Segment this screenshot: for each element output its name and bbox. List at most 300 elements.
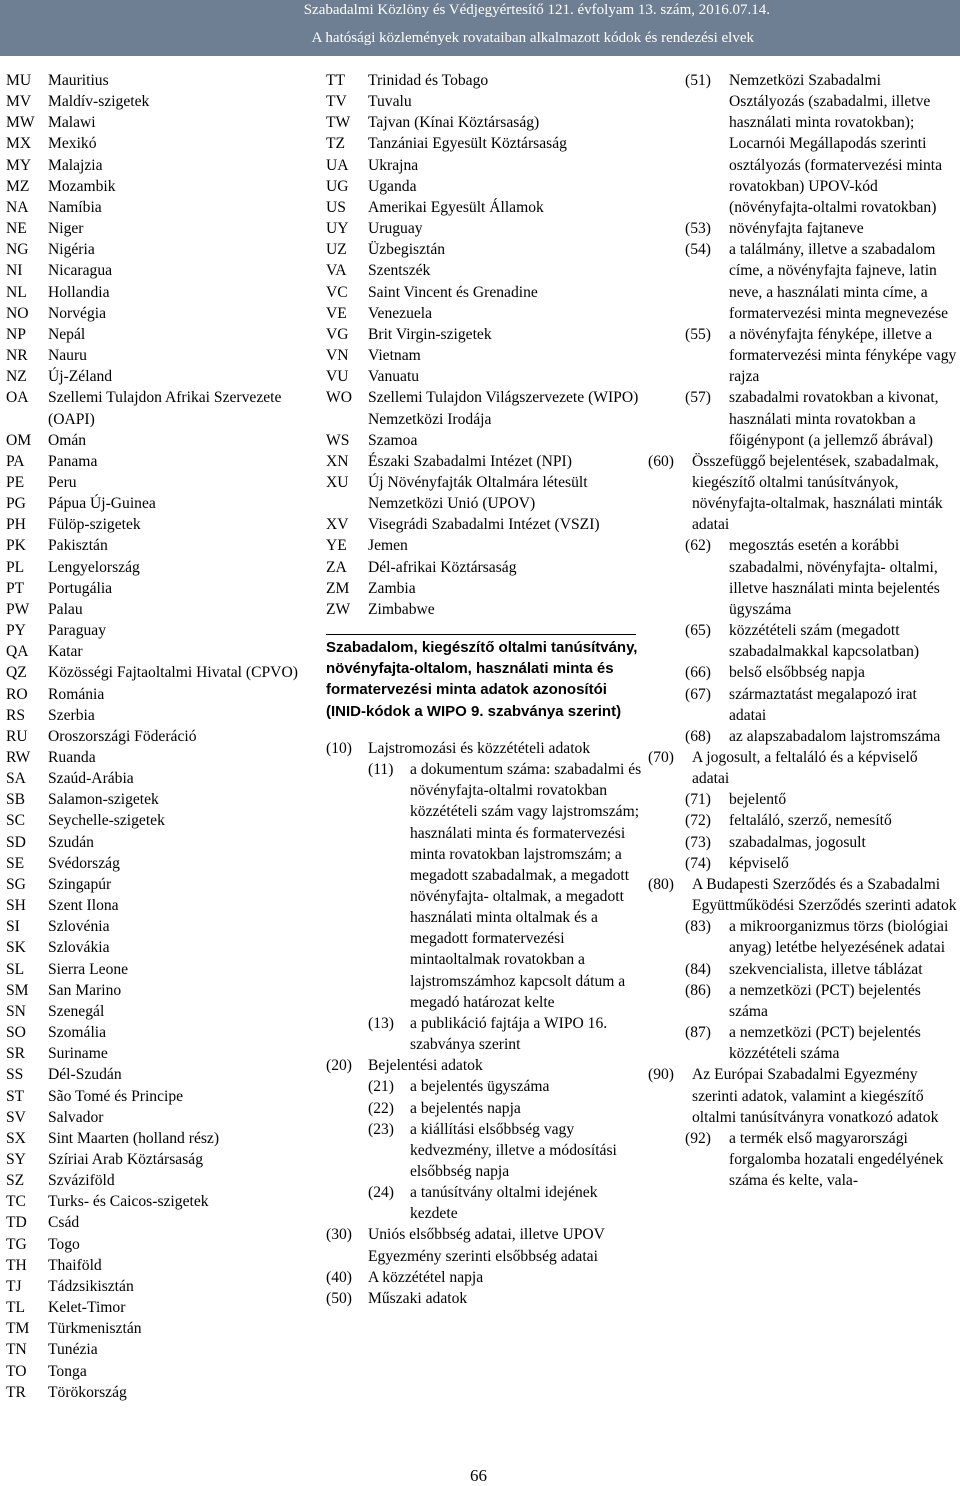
inid-code: (83)	[685, 918, 711, 936]
country-row	[326, 535, 646, 556]
country-code: WO	[326, 389, 352, 407]
country-row	[6, 1043, 306, 1064]
country-name: Kelet-Timor	[48, 1299, 126, 1317]
inid-description: szabadalmi rovatokban a kivonat, használati minta rovatokban a főigénypont (a jellemző ábrával)	[729, 389, 939, 449]
country-row	[326, 387, 646, 429]
inid-heading: Szabadalom, kiegészítő oltalmi tanúsítvány, növényfajta-oltalom, használati minta és formatervezési minta adatok azonosítói (INID-kódok a WIPO 9. szabványa szerint)	[326, 639, 638, 720]
country-name: Pápua Új-Guinea	[48, 495, 156, 513]
inid-code: (20)	[326, 1057, 352, 1075]
country-row	[6, 810, 306, 831]
country-row	[326, 70, 646, 91]
inid-description: Összefüggő bejelentések, szabadalmak, kiegészítő oltalmi tanúsítványok, növényfajta-oltalmak, használati minták adatai	[692, 452, 943, 534]
country-row	[6, 684, 306, 705]
country-code: NP	[6, 325, 26, 343]
country-name: Mexikó	[48, 135, 97, 153]
inid-code: (70)	[648, 749, 674, 766]
inid-description: Uniós elsőbbség adatai, illetve UPOV Egyezmény szerinti elsőbbség adatai	[368, 1226, 605, 1265]
country-name: Szomália	[48, 1024, 107, 1042]
country-name: Nauru	[48, 347, 87, 365]
country-row	[326, 133, 646, 154]
country-code: RW	[6, 749, 31, 766]
country-code: XU	[326, 473, 349, 491]
section-divider	[326, 634, 636, 635]
country-row	[6, 705, 306, 726]
country-code: NL	[6, 283, 27, 301]
inid-description: származtatást megalapozó irat adatai	[729, 685, 917, 724]
country-name: Malajzia	[48, 156, 103, 174]
country-row	[6, 1297, 306, 1318]
country-code: PK	[6, 537, 26, 555]
country-code: SV	[6, 1108, 26, 1126]
country-row	[6, 1064, 306, 1085]
inid-code: (72)	[685, 812, 711, 830]
inid-description: a találmány, illetve a szabadalom címe, a növényfajta fajneve, latin neve, a használati minta címe, a formatervezési minta megnevezése	[729, 241, 949, 322]
inid-code: (54)	[685, 241, 711, 259]
country-row	[326, 366, 646, 387]
country-row	[6, 239, 306, 260]
country-name: Szlovénia	[48, 918, 110, 936]
country-code: VN	[326, 347, 349, 365]
inid-entry	[648, 387, 958, 450]
country-code: TR	[6, 1383, 26, 1401]
country-name: Tunézia	[48, 1341, 98, 1359]
section-title: A hatósági közlemények rovataiban alkalmazott kódok és rendezési elvek	[311, 30, 754, 46]
country-code: NI	[6, 262, 23, 280]
inid-code: (66)	[685, 664, 711, 682]
country-name: Visegrádi Szabadalmi Intézet (VSZI)	[368, 516, 600, 534]
country-row	[6, 1234, 306, 1255]
country-row	[326, 557, 646, 578]
country-codes-column-2	[326, 70, 646, 1309]
country-name: Tanzániai Egyesült Köztársaság	[368, 135, 567, 153]
country-name: Turks- és Caicos-szigetek	[48, 1193, 209, 1211]
country-code: MX	[6, 135, 32, 153]
country-code: TH	[6, 1256, 27, 1274]
page-header	[0, 0, 960, 56]
country-row	[6, 260, 306, 281]
country-name: Csád	[48, 1214, 80, 1232]
inid-code: (71)	[685, 791, 711, 809]
country-code: UZ	[326, 241, 347, 259]
country-name: Lengyelország	[48, 558, 140, 576]
inid-code: (30)	[326, 1226, 352, 1244]
country-row	[326, 282, 646, 303]
country-row	[6, 303, 306, 324]
country-row	[326, 430, 646, 451]
country-name: Ruanda	[48, 749, 96, 766]
inid-entry	[648, 874, 958, 916]
inid-entry	[326, 1267, 646, 1288]
inid-description: képviselő	[729, 854, 789, 872]
country-name: Közösségi Fajtaoltalmi Hivatal (CPVO)	[48, 664, 298, 682]
inid-description: a publikáció fajtája a WIPO 16. szabványa szerint	[410, 1014, 608, 1054]
country-row	[326, 578, 646, 599]
inid-description: belső elsőbbség napja	[729, 664, 865, 682]
inid-entry	[648, 239, 958, 324]
country-code: SZ	[6, 1172, 25, 1190]
inid-description: szabadalmas, jogosult	[729, 833, 866, 851]
country-row	[6, 916, 306, 937]
country-name: Türkmenisztán	[48, 1320, 142, 1338]
country-row	[326, 155, 646, 176]
country-row	[6, 768, 306, 789]
inid-description: közzétételi szám (megadott szabadalmakkal kapcsolatban)	[729, 622, 920, 661]
country-name: Új-Zéland	[48, 368, 113, 386]
country-code: SS	[6, 1066, 24, 1084]
inid-code: (10)	[326, 739, 352, 757]
country-row	[326, 303, 646, 324]
inid-entry	[648, 959, 958, 980]
inid-list-1	[326, 738, 646, 1309]
country-code: MU	[6, 72, 32, 89]
page-number: 66	[470, 1466, 487, 1485]
country-row	[6, 874, 306, 895]
inid-entry	[326, 1288, 646, 1309]
country-code: SH	[6, 897, 26, 915]
country-row	[326, 112, 646, 133]
inid-description: feltaláló, szerző, nemesítő	[729, 812, 892, 830]
country-code: SY	[6, 1150, 26, 1168]
country-name: Salvador	[48, 1108, 104, 1126]
inid-entry	[326, 1182, 646, 1224]
country-name: Szellemi Tulajdon Világszervezete (WIPO) Nemzetközi Irodája	[368, 389, 639, 428]
inid-description: a bejelentés napja	[410, 1099, 521, 1117]
country-code: SN	[6, 1002, 26, 1020]
country-row	[326, 197, 646, 218]
country-row	[6, 980, 306, 1001]
country-name: San Marino	[48, 981, 122, 999]
inid-description: a tanúsítvány oltalmi idejének kezdete	[410, 1184, 598, 1223]
country-row	[6, 853, 306, 874]
country-code: XV	[326, 516, 349, 534]
country-name: Új Növényfajták Oltalmára létesült Nemzetközi Unió (UPOV)	[368, 473, 588, 513]
country-name: Szíriai Arab Köztársaság	[48, 1150, 204, 1168]
country-code: NO	[6, 304, 29, 322]
country-name: Katar	[48, 643, 83, 661]
country-name: Üzbegisztán	[368, 241, 446, 259]
country-code: QZ	[6, 664, 27, 682]
country-code: TO	[6, 1362, 27, 1380]
country-name: Portugália	[48, 579, 113, 597]
country-code: MV	[6, 93, 32, 111]
country-code: SM	[6, 981, 29, 999]
country-code: VC	[326, 283, 348, 301]
country-code: SK	[6, 939, 26, 957]
country-row	[6, 345, 306, 366]
inid-description: Lajstromozási és közzétételi adatok	[368, 739, 591, 757]
country-name: Brit Virgin-szigetek	[368, 325, 492, 343]
country-row	[6, 662, 306, 683]
country-row	[6, 641, 306, 662]
inid-entry	[648, 747, 958, 789]
country-row	[6, 832, 306, 853]
inid-description: szekvencialista, illetve táblázat	[729, 960, 923, 978]
inid-column-3	[648, 70, 958, 1191]
country-row	[6, 155, 306, 176]
inid-code: (73)	[685, 833, 711, 851]
inid-description: az alapszabadalom lajstromszáma	[729, 727, 941, 745]
inid-code: (86)	[685, 981, 711, 999]
country-name: Togo	[48, 1235, 80, 1253]
country-code: SA	[6, 770, 26, 788]
inid-entry	[648, 451, 958, 536]
country-name: Svédország	[48, 854, 120, 872]
inid-code: (80)	[648, 875, 674, 893]
country-code: TZ	[326, 135, 346, 153]
inid-code: (62)	[685, 537, 711, 555]
country-name: Zimbabwe	[368, 600, 435, 618]
country-code: UG	[326, 177, 349, 195]
country-code: SO	[6, 1024, 26, 1042]
country-row	[6, 1149, 306, 1170]
country-row	[6, 726, 306, 747]
country-row	[6, 620, 306, 641]
inid-description: A Budapesti Szerződés és a Szabadalmi Együttműködési Szerződés szerinti adatok	[692, 875, 957, 915]
country-row	[6, 430, 306, 451]
country-code: VG	[326, 325, 349, 343]
inid-entry	[326, 1013, 646, 1055]
country-name: Szentszék	[368, 262, 431, 280]
country-code: VA	[326, 262, 347, 280]
country-code: PY	[6, 622, 26, 640]
inid-entry	[648, 916, 958, 958]
country-name: Szudán	[48, 833, 94, 851]
country-row	[6, 324, 306, 345]
country-name: Omán	[48, 431, 87, 449]
country-code: PE	[6, 473, 25, 491]
inid-entry	[648, 1022, 958, 1064]
country-row	[6, 578, 306, 599]
country-row	[6, 789, 306, 810]
inid-description: Nemzetközi Szabadalmi Osztályozás (szabadalmi, illetve használati minta rovatokban); Locarnói Megállapodás szerinti osztályozás (formatervezési minta rovatokban) UPOV-kód (növényfajta-oltalmi rovatokban)	[729, 72, 943, 216]
inid-code: (51)	[685, 72, 711, 89]
country-name: Saint Vincent és Grenadine	[368, 283, 538, 301]
country-code: OA	[6, 389, 29, 407]
country-code: NZ	[6, 368, 27, 386]
country-code: TM	[6, 1320, 30, 1338]
country-code: MW	[6, 114, 35, 132]
country-code: WS	[326, 431, 350, 449]
country-name: Tonga	[48, 1362, 87, 1380]
country-row	[6, 514, 306, 535]
inid-description: A jogosult, a feltaláló és a képviselő adatai	[692, 749, 918, 788]
country-code: SB	[6, 791, 26, 809]
country-name: Seychelle-szigetek	[48, 812, 165, 830]
country-row	[326, 451, 646, 472]
country-name: Szamoa	[368, 431, 418, 449]
inid-code: (55)	[685, 325, 711, 343]
inid-description: bejelentő	[729, 791, 787, 809]
inid-description: megosztás esetén a korábbi szabadalmi, növényfajta- oltalmi, illetve használati minta bejelentés ügyszáma	[729, 537, 940, 618]
country-name: Pakisztán	[48, 537, 108, 555]
country-name: Salamon-szigetek	[48, 791, 159, 809]
inid-entry	[648, 853, 958, 874]
country-row	[6, 112, 306, 133]
country-row	[6, 535, 306, 556]
country-row	[326, 260, 646, 281]
country-name: Szlovákia	[48, 939, 110, 957]
inid-code: (22)	[368, 1099, 394, 1117]
country-row	[6, 959, 306, 980]
country-name: Nicaragua	[48, 262, 113, 280]
country-name: Paraguay	[48, 622, 107, 640]
country-code: SI	[6, 918, 20, 936]
country-row	[6, 1001, 306, 1022]
inid-entry	[648, 980, 958, 1022]
country-name: Szenegál	[48, 1002, 105, 1020]
country-row	[6, 1022, 306, 1043]
country-code: XN	[326, 452, 349, 470]
country-row	[6, 1086, 306, 1107]
inid-code: (40)	[326, 1268, 352, 1286]
country-code: TJ	[6, 1277, 22, 1295]
inid-code: (87)	[685, 1024, 711, 1042]
country-row	[326, 514, 646, 535]
country-name: Amerikai Egyesült Államok	[368, 198, 544, 216]
country-row	[6, 451, 306, 472]
country-name: Sierra Leone	[48, 960, 129, 978]
country-code: ZW	[326, 600, 351, 618]
country-row	[6, 1170, 306, 1191]
inid-description: a kiállítási elsőbbség vagy kedvezmény, illetve a módosítási elsőbbség napja	[410, 1120, 617, 1180]
inid-entry	[648, 662, 958, 683]
country-code: VE	[326, 304, 347, 322]
country-row	[326, 324, 646, 345]
country-name: Északi Szabadalmi Intézet (NPI)	[368, 452, 572, 470]
inid-code: (68)	[685, 727, 711, 745]
country-name: Tuvalu	[368, 93, 412, 111]
country-row	[326, 599, 646, 620]
country-code: NR	[6, 347, 28, 365]
country-name: Oroszországi Föderáció	[48, 727, 197, 745]
country-code: SE	[6, 854, 25, 872]
inid-entry	[648, 324, 958, 387]
country-code: SX	[6, 1129, 26, 1147]
country-code: NA	[6, 198, 29, 216]
country-code: PT	[6, 579, 25, 597]
inid-description: A közzététel napja	[368, 1268, 484, 1286]
country-name: Malawi	[48, 114, 96, 132]
country-code: SG	[6, 875, 26, 893]
country-row	[6, 747, 306, 768]
country-code: YE	[326, 537, 347, 555]
inid-entry	[326, 1055, 646, 1076]
inid-entry	[326, 1224, 646, 1266]
country-name: Jemen	[368, 537, 408, 555]
country-code: TD	[6, 1214, 27, 1232]
inid-code: (24)	[368, 1184, 394, 1202]
inid-entry	[326, 738, 646, 759]
inid-description: Bejelentési adatok	[368, 1057, 483, 1075]
inid-code: (65)	[685, 622, 711, 640]
country-name: Thaiföld	[48, 1256, 102, 1274]
inid-code: (53)	[685, 220, 711, 238]
inid-description: a nemzetközi (PCT) bejelentés közzétételi száma	[729, 1024, 921, 1063]
country-row	[6, 557, 306, 578]
country-code: UY	[326, 220, 349, 238]
country-code: RU	[6, 727, 28, 745]
country-code: QA	[6, 643, 29, 661]
country-code: SC	[6, 812, 26, 830]
country-name: Ukrajna	[368, 156, 419, 174]
country-code: UA	[326, 156, 349, 174]
country-row	[6, 133, 306, 154]
inid-code: (92)	[685, 1129, 711, 1147]
country-row	[6, 1191, 306, 1212]
country-code: TN	[6, 1341, 27, 1359]
country-name: Trinidad és Tobago	[368, 72, 489, 89]
country-name: Namíbia	[48, 198, 102, 216]
country-row	[6, 1276, 306, 1297]
inid-description: a dokumentum száma: szabadalmi és növényfajta-oltalmi rovatokban közzétételi szám vagy lajstromszám; használati minta és formatervezési minta rovatokban lajstromszám; a megadott szabadalmak, a megadott növényfajta- oltalmak, a megadott használati minta oltalmak és a megadott formatervezési mintaoltalmak rovatokban a lajstromszámhoz kapcsolt dátum a megadó határozat kelte	[410, 761, 642, 1011]
country-row	[6, 1107, 306, 1128]
country-row	[326, 176, 646, 197]
country-row	[6, 895, 306, 916]
country-name: Szingapúr	[48, 875, 112, 893]
inid-description: Az Európai Szabadalmi Egyezmény szerinti adatok, valamint a kiegészítő oltalmi tanúsítványra vonatkozó adatok	[692, 1066, 939, 1126]
inid-entry	[648, 535, 958, 620]
country-name: Suriname	[48, 1045, 108, 1063]
inid-code: (23)	[368, 1120, 394, 1138]
country-code: NE	[6, 220, 27, 238]
country-code: PH	[6, 516, 26, 534]
inid-code: (90)	[648, 1066, 674, 1084]
country-name: Peru	[48, 473, 77, 491]
country-row	[6, 387, 306, 429]
country-code: RS	[6, 706, 26, 724]
country-name: Maldív-szigetek	[48, 93, 150, 111]
inid-code: (60)	[648, 452, 674, 470]
country-name: Szaúd-Arábia	[48, 770, 134, 788]
country-row	[6, 472, 306, 493]
country-code: RO	[6, 685, 28, 703]
country-name: Uruguay	[368, 220, 423, 238]
inid-description: a növényfajta fényképe, illetve a formatervezési minta fényképe vagy rajza	[729, 325, 957, 386]
country-code: TC	[6, 1193, 26, 1211]
country-row	[6, 1212, 306, 1233]
country-row	[326, 239, 646, 260]
inid-code: (57)	[685, 389, 711, 407]
country-name: Dél-afrikai Köztársaság	[368, 558, 517, 576]
country-row	[6, 282, 306, 303]
country-name: Szerbia	[48, 706, 95, 724]
inid-description: Műszaki adatok	[368, 1289, 468, 1307]
country-name: Dél-Szudán	[48, 1066, 122, 1084]
inid-entry	[326, 1098, 646, 1119]
country-row	[6, 1361, 306, 1382]
country-name: Vietnam	[368, 347, 421, 365]
country-row	[6, 1382, 306, 1403]
country-row	[6, 1255, 306, 1276]
country-row	[6, 1318, 306, 1339]
country-code: PG	[6, 495, 26, 513]
country-name: Szváziföld	[48, 1172, 115, 1190]
country-name: Palau	[48, 600, 83, 618]
country-row	[6, 937, 306, 958]
inid-entry	[648, 1128, 958, 1191]
inid-entry	[326, 1076, 646, 1097]
inid-code: (67)	[685, 685, 711, 703]
country-name: Mauritius	[48, 72, 109, 89]
country-code: PA	[6, 452, 25, 470]
country-name: Tádzsikisztán	[48, 1277, 134, 1295]
country-name: Mozambik	[48, 177, 116, 195]
inid-code: (84)	[685, 960, 711, 978]
inid-description: növényfajta fajtaneve	[729, 220, 864, 238]
country-name: Szellemi Tulajdon Afrikai Szervezete (OAPI)	[48, 389, 282, 428]
country-name: Törökország	[48, 1383, 127, 1401]
country-name: Hollandia	[48, 283, 110, 301]
